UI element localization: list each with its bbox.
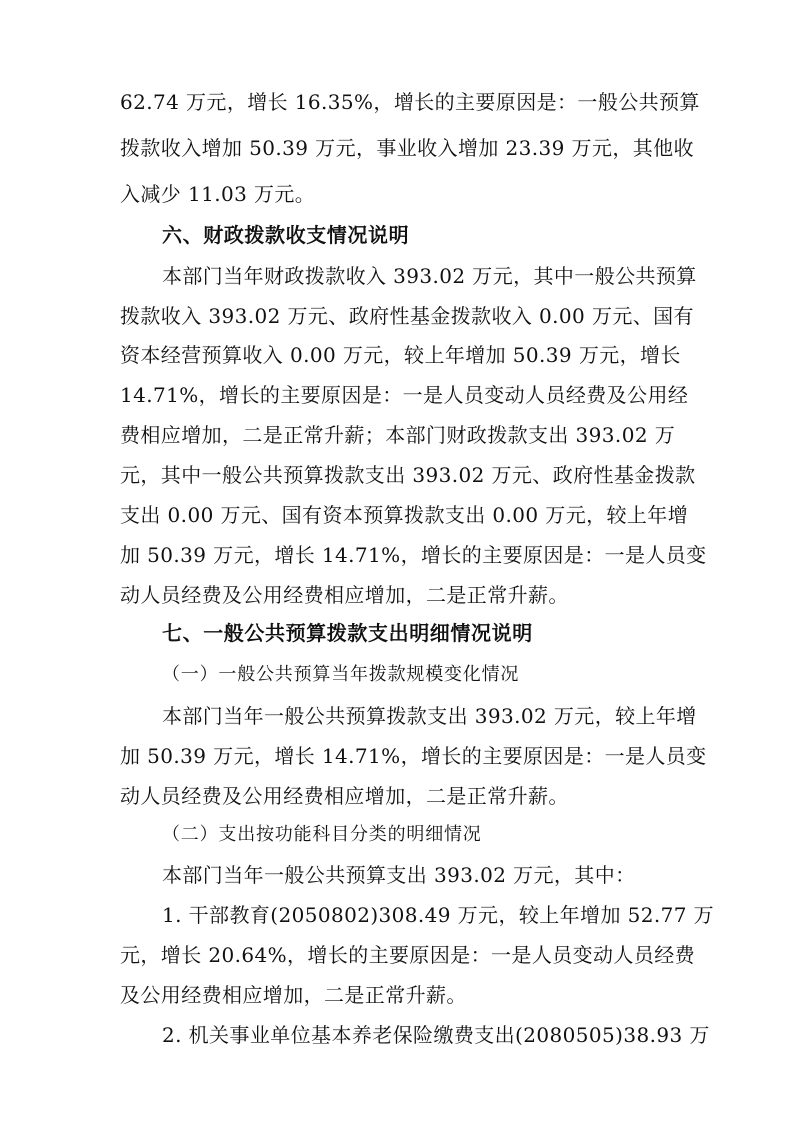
paragraph-line: 动人员经费及公用经费相应增加，二是正常升薪。 xyxy=(120,583,569,607)
subsection-heading-1: （一）一般公共预算当年拨款规模变化情况 xyxy=(162,664,520,685)
paragraph-line: 加 50.39 万元，增长 14.71%，增长的主要原因是：一是人员变 xyxy=(120,744,707,768)
paragraph-line: 拨款收入增加 50.39 万元，事业收入增加 23.39 万元，其他收 xyxy=(120,136,694,160)
paragraph-line: 费相应增加，二是正常升薪；本部门财政拨款支出 393.02 万 xyxy=(120,423,676,447)
paragraph-line: 元，其中一般公共预算拨款支出 393.02 万元、政府性基金拨款 xyxy=(120,463,696,487)
paragraph-line: 14.71%，增长的主要原因是：一是人员变动人员经费及公用经 xyxy=(120,383,689,407)
paragraph-line: 62.74 万元，增长 16.35%，增长的主要原因是：一般公共预算 xyxy=(120,90,700,114)
paragraph-line: 及公用经费相应增加，二是正常升薪。 xyxy=(120,983,467,1007)
paragraph-line: 入减少 11.03 万元。 xyxy=(120,182,316,206)
section-heading-6: 六、财政拨款收支情况说明 xyxy=(162,223,410,247)
section-heading-7: 七、一般公共预算拨款支出明细情况说明 xyxy=(162,621,533,645)
paragraph-line: 元，增长 20.64%，增长的主要原因是：一是人员变动人员经费 xyxy=(120,943,696,967)
paragraph-line: 本部门当年一般公共预算拨款支出 393.02 万元，较上年增 xyxy=(162,704,697,728)
paragraph-line: 加 50.39 万元，增长 14.71%，增长的主要原因是：一是人员变 xyxy=(120,543,707,567)
paragraph-line: 本部门当年财政拨款收入 393.02 万元，其中一般公共预算 xyxy=(162,264,697,288)
list-item-2: 2. 机关事业单位基本养老保险缴费支出(2080505)38.93 万 xyxy=(162,1023,710,1047)
paragraph-line: 拨款收入 393.02 万元、政府性基金拨款收入 0.00 万元、国有 xyxy=(120,304,694,328)
list-item-1: 1. 干部教育(2050802)308.49 万元，较上年增加 52.77 万 xyxy=(162,903,715,927)
paragraph-line: 本部门当年一般公共预算支出 393.02 万元，其中： xyxy=(162,863,636,887)
paragraph-line: 动人员经费及公用经费相应增加，二是正常升薪。 xyxy=(120,784,569,808)
paragraph-line: 支出 0.00 万元、国有资本预算拨款支出 0.00 万元，较上年增 xyxy=(120,503,689,527)
paragraph-line: 资本经营预算收入 0.00 万元，较上年增加 50.39 万元，增长 xyxy=(120,343,681,367)
subsection-heading-2: （二）支出按功能科目分类的明细情况 xyxy=(162,824,482,845)
